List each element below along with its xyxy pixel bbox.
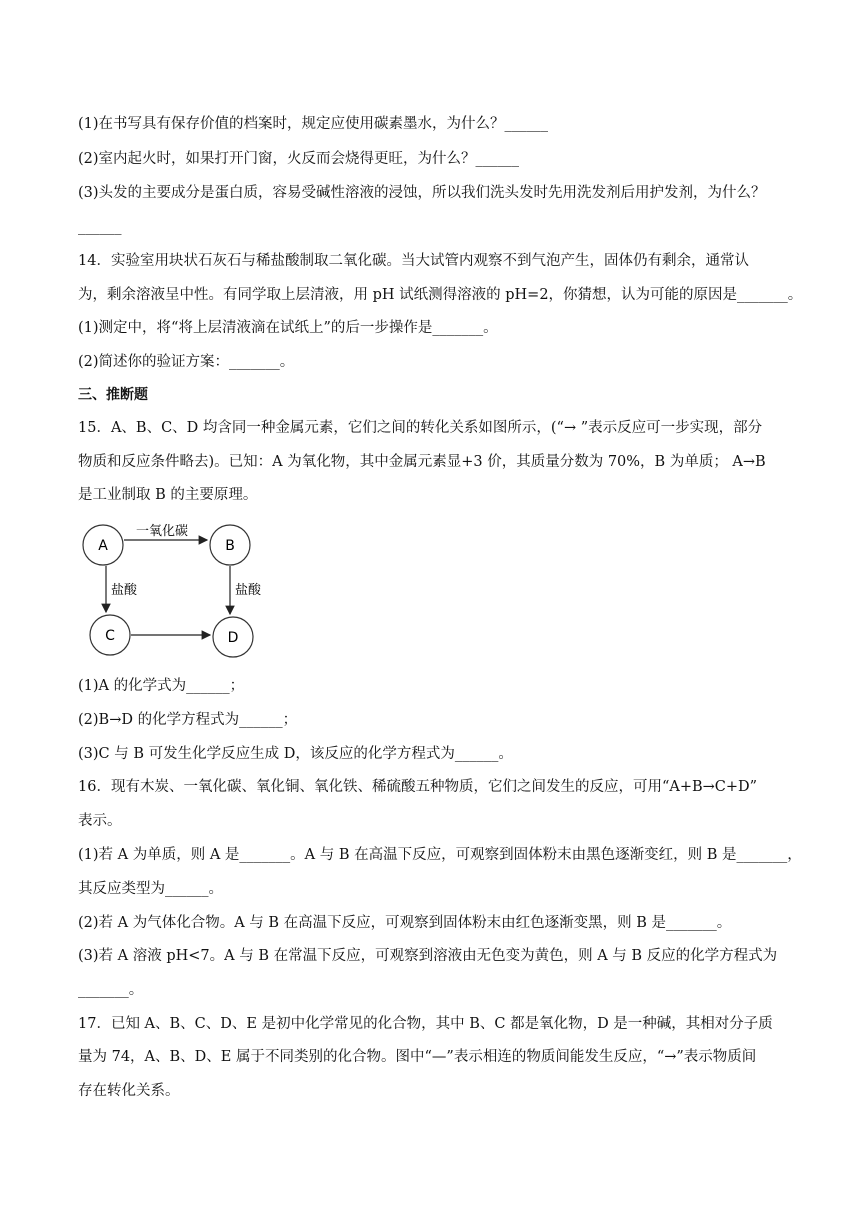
section-heading-inference: 三、推断题 xyxy=(78,387,148,403)
arrow-b-to-d-label: 盐酸 xyxy=(235,583,262,598)
conversion-diagram xyxy=(78,520,278,666)
question-16-part-2: (2)若 A 为气体化合物。A 与 B 在高温下反应，可观察到固体粉末由红色逐渐变黑，则 B 是_______。 xyxy=(78,915,732,931)
question-16-stem-line-1: 16．现有木炭、一氧化碳、氧化铜、氧化铁、稀硫酸五种物质，它们之间发生的反应，可用“A+B→C+D” xyxy=(78,779,758,795)
arrow-a-to-c-label: 盐酸 xyxy=(111,583,138,598)
question-16-part-1-line-2: 其反应类型为______。 xyxy=(78,881,223,897)
question-13-part-1: (1)在书写具有保存价值的档案时，规定应使用碳素墨水，为什么？______ xyxy=(78,116,549,132)
question-17-stem-line-1: 17．已知 A、B、C、D、E 是初中化学常见的化合物，其中 B、C 都是氧化物，D 是一种碱，其相对分子质 xyxy=(78,1016,773,1032)
node-a xyxy=(83,525,123,565)
node-b xyxy=(210,525,250,565)
question-17-stem-line-3: 存在转化关系。 xyxy=(78,1083,180,1099)
question-15-part-2: (2)B→D 的化学方程式为______； xyxy=(78,712,298,728)
question-16-part-1-line-1: (1)若 A 为单质，则 A 是_______。A 与 B 在高温下反应，可观察到固体粉末由黑色逐渐变红，则 B 是_______， xyxy=(78,847,802,863)
question-14-stem-line-2: 为，剩余溶液呈中性。有同学取上层清液，用 pH 试纸测得溶液的 pH=2，你猜想，认为可能的原因是_______。 xyxy=(78,287,803,303)
question-15-stem-line-2: 物质和反应条件略去)。已知：A 为氧化物，其中金属元素显+3 价，其质量分数为 70%，B 为单质； A→B xyxy=(78,454,766,470)
arrow-a-to-b-label: 一氧化碳 xyxy=(135,524,189,539)
question-15-part-1: (1)A 的化学式为______； xyxy=(78,678,245,694)
node-c-label: C xyxy=(105,628,115,644)
question-15-stem-line-1: 15．A、B、C、D 均含同一种金属元素，它们之间的转化关系如图所示，(“→ ”表示反应可一步实现，部分 xyxy=(78,420,763,436)
question-14-part-1: (1)测定中，将“将上层清液滴在试纸上”的后一步操作是_______。 xyxy=(78,320,498,336)
question-13-part-3: (3)头发的主要成分是蛋白质，容易受碱性溶液的浸蚀，所以我们洗头发时先用洗发剂后用护发剂，为什么？ xyxy=(78,185,766,201)
question-14-part-2: (2)简述你的验证方案：_______。 xyxy=(78,354,295,370)
question-15-part-3: (3)C 与 B 可发生化学反应生成 D，该反应的化学方程式为______。 xyxy=(78,746,513,762)
node-d xyxy=(213,617,253,657)
question-17-stem-line-2: 量为 74，A、B、D、E 属于不同类别的化合物。图中“—”表示相连的物质间能发生反应，“→”表示物质间 xyxy=(78,1049,757,1065)
question-13-part-3-blank: ______ xyxy=(78,219,122,235)
question-16-part-3-line-2: _______。 xyxy=(78,982,144,998)
question-15-stem-line-3: 是工业制取 B 的主要原理。 xyxy=(78,487,258,503)
question-16-part-3-line-1: (3)若 A 溶液 pH<7。A 与 B 在常温下反应，可观察到溶液由无色变为黄色，则 A 与 B 反应的化学方程式为 xyxy=(78,948,778,964)
node-d-label: D xyxy=(227,630,239,646)
question-16-stem-line-2: 表示。 xyxy=(78,813,122,829)
node-a-label: A xyxy=(98,538,108,554)
node-c xyxy=(90,615,130,655)
question-13-part-2: (2)室内起火时，如果打开门窗，火反而会烧得更旺，为什么？______ xyxy=(78,151,520,167)
node-b-label: B xyxy=(225,538,235,554)
question-14-stem-line-1: 14．实验室用块状石灰石与稀盐酸制取二氧化碳。当大试管内观察不到气泡产生，固体仍有剩余，通常认 xyxy=(78,253,749,269)
